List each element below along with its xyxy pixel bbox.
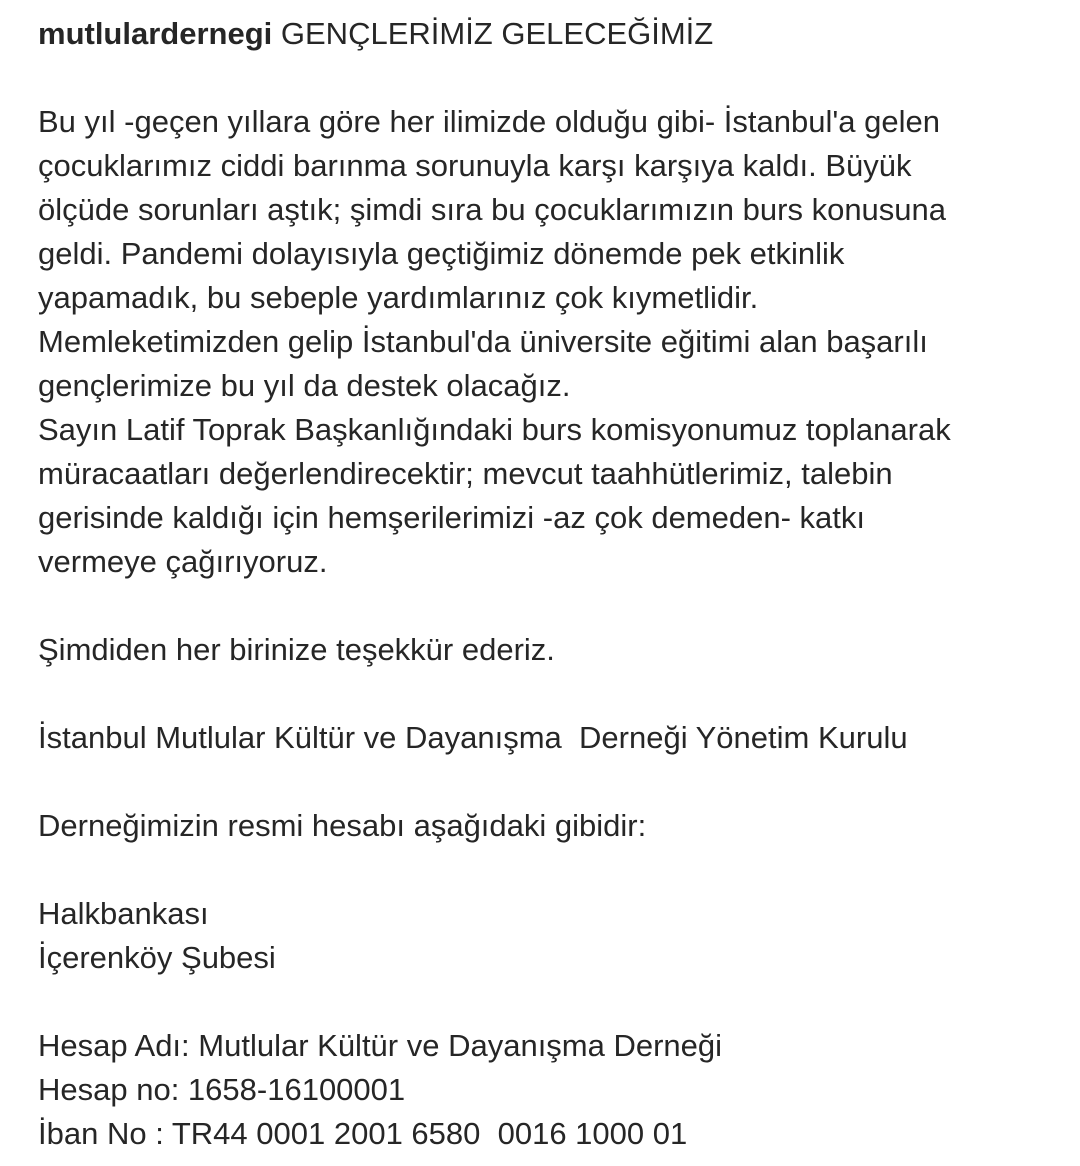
spacer — [38, 980, 1058, 1024]
body-line: yapamadık, bu sebeple yardımlarınız çok kıymetlidir. — [38, 280, 759, 315]
spacer — [38, 848, 1058, 892]
body-line: çocuklarımız ciddi barınma sorunuyla karşı karşıya kaldı. Büyük — [38, 148, 912, 183]
spacer — [38, 672, 1058, 716]
body-line: vermeye çağırıyoruz. — [38, 544, 328, 579]
account-intro-text: Derneğimizin resmi hesabı aşağıdaki gibidir: — [38, 808, 647, 843]
caption-heading: GENÇLERİMİZ GELECEĞİMİZ — [280, 16, 714, 51]
spacer — [38, 760, 1058, 804]
username-link[interactable]: mutlulardernegi — [38, 16, 273, 51]
post-caption — [38, 12, 1058, 1156]
account-number: Hesap no: 1658-16100001 — [38, 1072, 406, 1107]
caption-header — [38, 12, 1058, 56]
body-line: gerisinde kaldığı için hemşerilerimizi -az çok demeden- katkı — [38, 500, 865, 535]
spacer — [38, 56, 1058, 100]
thanks-text: Şimdiden her birinize teşekkür ederiz. — [38, 632, 555, 667]
body-line: geldi. Pandemi dolayısıyla geçtiğimiz dönemde pek etkinlik — [38, 236, 845, 271]
bank-name: Halkbankası — [38, 896, 209, 931]
account-name: Hesap Adı: Mutlular Kültür ve Dayanışma Derneği — [38, 1028, 723, 1063]
body-line: Bu yıl -geçen yıllara göre her ilimizde olduğu gibi- İstanbul'a gelen — [38, 104, 940, 139]
caption-body — [38, 100, 1058, 584]
body-line: Memleketimizden gelip İstanbul'da üniversite eğitimi alan başarılı — [38, 324, 928, 359]
signature-text: İstanbul Mutlular Kültür ve Dayanışma Derneği Yönetim Kurulu — [38, 720, 908, 755]
iban-number: İban No : TR44 0001 2001 6580 0016 1000 01 — [38, 1116, 688, 1151]
spacer — [38, 584, 1058, 628]
body-line: müracaatları değerlendirecektir; mevcut taahhütlerimiz, talebin — [38, 456, 893, 491]
body-line: gençlerimize bu yıl da destek olacağız. — [38, 368, 571, 403]
body-line: ölçüde sorunları aştık; şimdi sıra bu çocuklarımızın burs konusuna — [38, 192, 947, 227]
bank-branch: İçerenköy Şubesi — [38, 940, 276, 975]
body-line: Sayın Latif Toprak Başkanlığındaki burs komisyonumuz toplanarak — [38, 412, 951, 447]
